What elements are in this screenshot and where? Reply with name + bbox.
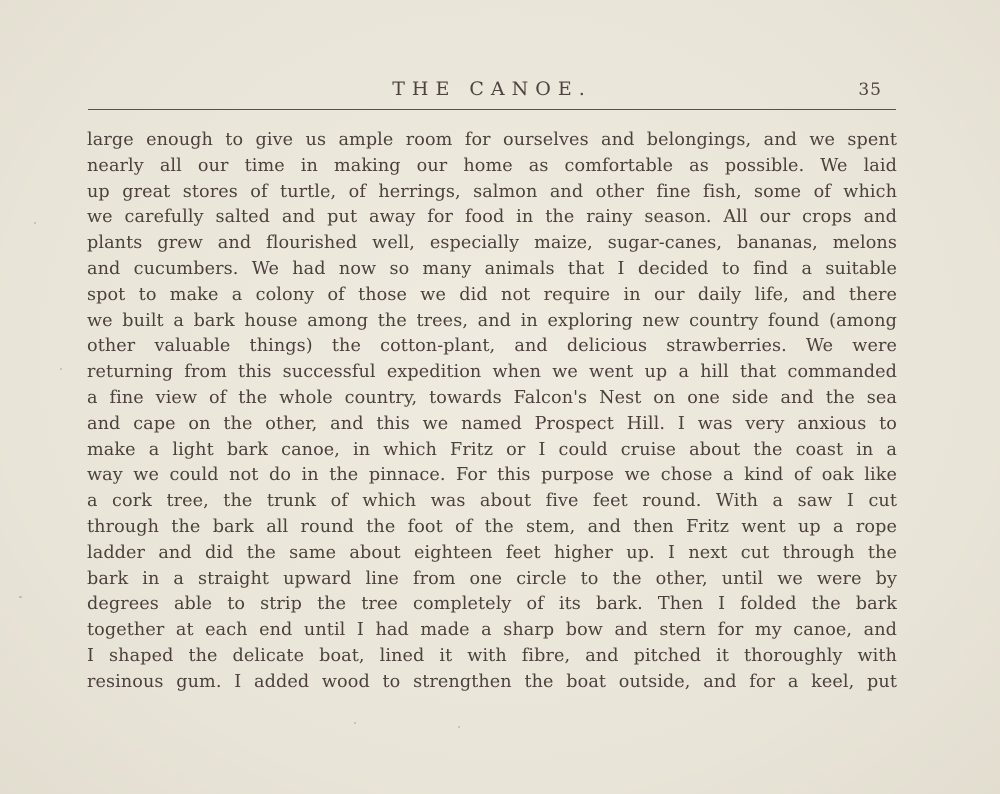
text-line: nearly all our time in making our home as comfortable as possible. We laid (87, 155, 897, 176)
text-line: other valuable things) the cotton-plant, and delicious strawberries. We were (87, 336, 897, 357)
paper-speck (60, 368, 62, 370)
text-line: make a light bark canoe, in which Fritz or I could cruise about the coast in a (87, 439, 897, 460)
header-rule (88, 109, 896, 110)
text-line: way we could not do in the pinnace. For this purpose we chose a kind of oak like (87, 465, 897, 486)
page-header (88, 74, 896, 104)
text-line: we carefully salted and put away for food in the rainy season. All our crops and (87, 207, 897, 228)
paper-speck (354, 722, 356, 724)
text-line: resinous gum. I added wood to strengthen the boat outside, and for a keel, put (87, 671, 897, 692)
text-line: a fine view of the whole country, towards Falcon's Nest on one side and the sea (87, 387, 897, 408)
text-line: large enough to give us ample room for ourselves and belongings, and we spent (87, 130, 897, 150)
text-line: spot to make a colony of those we did not require in our daily life, and there (87, 284, 897, 305)
text-line: returning from this successful expedition when we went up a hill that commanded (87, 362, 897, 383)
page-number: 35 (858, 80, 882, 100)
paper-speck (458, 726, 460, 728)
text-line: bark in a straight upward line from one circle to the other, until we were by (87, 568, 897, 589)
text-line: ladder and did the same about eighteen feet higher up. I next cut through the (87, 542, 897, 563)
text-line: and cucumbers. We had now so many animals that I decided to find a suitable (87, 258, 897, 279)
text-line: degrees able to strip the tree completely of its bark. Then I folded the bark (87, 594, 897, 615)
text-line: together at each end until I had made a sharp bow and stern for my canoe, and (87, 620, 897, 641)
text-line: we built a bark house among the trees, and in exploring new country found (among (87, 310, 897, 331)
paper-speck (19, 596, 22, 598)
text-line: and cape on the other, and this we named Prospect Hill. I was very anxious to (87, 413, 897, 434)
running-title: THE CANOE. (392, 78, 592, 100)
text-line: through the bark all round the foot of the stem, and then Fritz went up a rope (87, 516, 897, 537)
text-line: a cork tree, the trunk of which was about five feet round. With a saw I cut (87, 491, 897, 512)
body-text (87, 128, 897, 696)
text-line: up great stores of turtle, of herrings, salmon and other fine fish, some of which (87, 181, 897, 202)
text-line: plants grew and flourished well, especially maize, sugar-canes, bananas, melons (87, 233, 897, 254)
text-line: I shaped the delicate boat, lined it with fibre, and pitched it thoroughly with (87, 645, 897, 666)
paper-speck (34, 222, 36, 224)
